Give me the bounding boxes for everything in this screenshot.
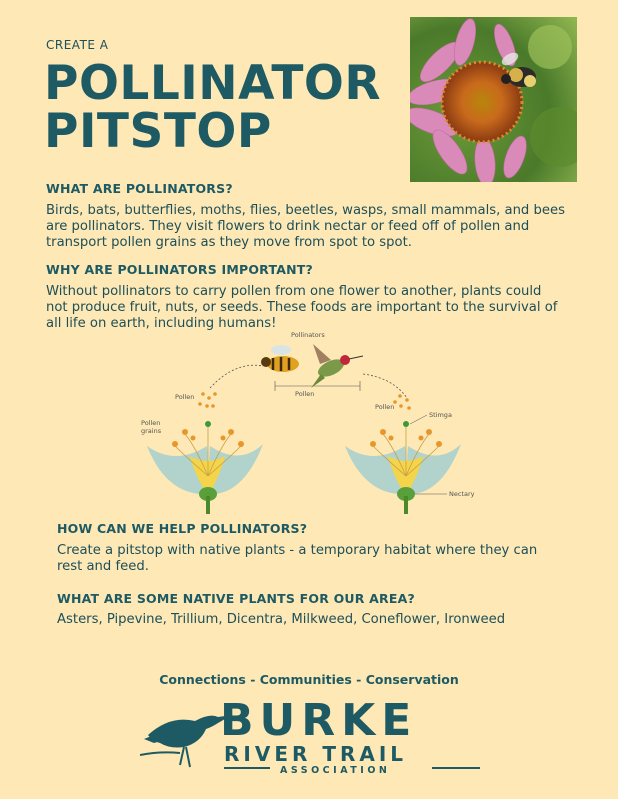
bee-icon	[261, 345, 299, 372]
page-title-line1: POLLINATOR	[44, 56, 382, 111]
body-line: transport pollen grains as they move from spot to spot.	[46, 235, 412, 250]
label-pollen-center: Pollen	[295, 390, 315, 398]
body-line: Asters, Pipevine, Trillium, Dicentra, Milkweed, Coneflower, Ironweed	[57, 612, 506, 627]
label-pollen-right: Pollen	[375, 403, 395, 411]
flower-left-icon	[147, 421, 263, 514]
label-pollen-left: Pollen	[175, 393, 195, 401]
burke-logo	[140, 695, 485, 785]
section-body-why	[46, 284, 557, 332]
label-nectary: Nectary	[449, 490, 475, 498]
pollination-diagram	[135, 326, 485, 516]
section-heading-how: HOW CAN WE HELP POLLINATORS?	[57, 521, 308, 536]
section-body-how	[57, 543, 537, 575]
body-line: rest and feed.	[57, 559, 149, 574]
logo-word-burke: BURKE	[220, 695, 418, 746]
logo-word-river-trail: RIVER TRAIL	[224, 742, 408, 766]
hummingbird-icon	[311, 344, 363, 388]
section-body-what	[46, 203, 565, 251]
label-pollinators: Pollinators	[291, 331, 325, 339]
body-line: Without pollinators to carry pollen from one flower to another, plants could	[46, 284, 542, 299]
coneflower-photo	[410, 17, 577, 182]
body-line: are pollinators. They visit flowers to drink nectar or feed off of pollen and	[46, 219, 530, 234]
body-line: not produce fruit, nuts, or seeds. These foods are important to the survival of	[46, 300, 558, 315]
section-heading-native: WHAT ARE SOME NATIVE PLANTS FOR OUR AREA?	[57, 591, 415, 606]
tagline: Connections - Communities - Conservation	[159, 672, 459, 687]
section-body-native	[57, 612, 505, 628]
section-heading-what: WHAT ARE POLLINATORS?	[46, 181, 233, 196]
body-line: Create a pitstop with native plants - a temporary habitat where they can	[57, 543, 538, 558]
label-pollen-grains-2: grains	[141, 427, 162, 435]
body-line: all life on earth, including humans!	[46, 316, 277, 331]
kicker-text: CREATE A	[46, 38, 109, 52]
heron-icon	[140, 715, 232, 767]
section-heading-why: WHY ARE POLLINATORS IMPORTANT?	[46, 262, 313, 277]
flower-right-icon	[345, 415, 461, 514]
body-line: Birds, bats, butterflies, moths, flies, beetles, wasps, small mammals, and bees	[46, 203, 565, 218]
page-title-line2: PITSTOP	[44, 104, 272, 159]
logo-word-association: ASSOCIATION	[280, 765, 391, 776]
label-stigma: Stimga	[429, 411, 452, 419]
label-pollen-grains: Pollen	[141, 419, 161, 427]
